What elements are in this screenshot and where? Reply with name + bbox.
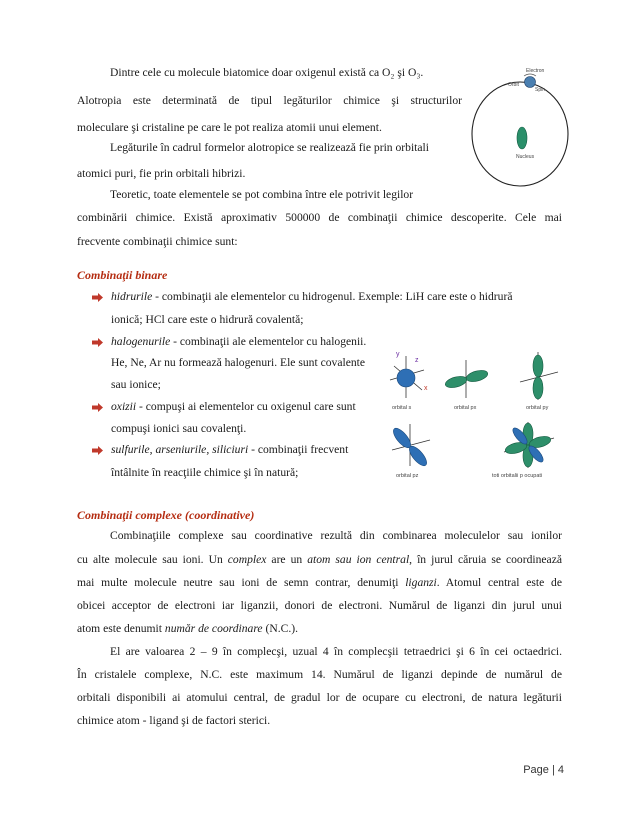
- complex-line-5: [77, 622, 298, 636]
- complex-l2-e: , în jurul căruia se coordinează: [409, 553, 562, 566]
- bullet-2-term: halogenurile: [111, 335, 171, 348]
- complex-l3-a: mai multe molecule neutre sau ioni de semn contrar, denumiţi: [77, 576, 406, 589]
- nucleus-shape: [517, 127, 527, 149]
- arrow-bullet-icon: [92, 446, 103, 455]
- bullet-3-term: oxizii: [111, 400, 137, 413]
- electron-label: Electron: [526, 68, 545, 74]
- arrow-bullet-icon: [92, 338, 103, 347]
- complex-l5-a: atom este denumit: [77, 622, 165, 635]
- complex-line-2: [77, 553, 562, 567]
- bullet-4-term: sulfurile, arseniurile, siliciuri: [111, 443, 249, 456]
- bullet-2-text: - combinaţii ale elementelor cu halogenii.: [170, 335, 367, 348]
- arrow-bullet-icon: [92, 293, 103, 302]
- complex-line-4: obicei acceptor de electroni iar liganzii, donori de electroni. Numărul de liganzi din jurul unui: [77, 599, 562, 612]
- bullet-1-term: hidrurile: [111, 290, 153, 303]
- paragraph-3-line-2: combinării chimice. Există aproximativ 500000 de combinaţii chimice descoperite. Cele mai: [77, 211, 562, 224]
- orbital-px-figure: [444, 360, 489, 411]
- complex-line-6: El are valoarea 2 – 9 în complecşi, uzual 4 în complecşii tetraedrici şi 6 în cei octaedrici.: [110, 645, 562, 658]
- bullet-1-text: - combinaţii ale elementelor cu hidrogenul. Exemple: LiH care este o hidrură: [152, 290, 513, 303]
- complex-term: complex: [227, 553, 267, 566]
- complex-line-8: orbitali disponibili ai atomului central, de gradul lor de ocupare cu electroni, de natura legăturii: [77, 691, 562, 704]
- complex-l5-c: (N.C.).: [262, 622, 299, 635]
- page-number: Page | 4: [523, 764, 564, 776]
- section-heading-complex: Combinaţii complexe (coordinative): [77, 508, 255, 522]
- complex-line-7: În cristalele complexe, N.C. este maximum 14. Numărul de liganzi depinde de numărul de: [77, 668, 562, 681]
- orbital-all-label: toti orbitalii p ocupati: [492, 473, 543, 479]
- spin-label: Spin: [535, 87, 546, 93]
- orbital-py-label: orbital py: [526, 405, 549, 411]
- paragraph-2-line-2: atomici puri, fie prin orbitali hibrizi.: [77, 167, 246, 180]
- nucleus-label: Nucleus: [516, 154, 535, 160]
- bullet-2-line-2: He, Ne, Ar nu formează halogenuri. Ele sunt covalente: [111, 356, 365, 369]
- orbit-label: Orbit: [508, 82, 519, 88]
- bullet-1-line-2: ionică; HCl care este o hidrură covalentă;: [111, 313, 304, 326]
- complex-l2-c: are un: [266, 553, 308, 566]
- bullet-3-line-1: [111, 400, 356, 414]
- section-heading-binary: Combinaţii binare: [77, 268, 168, 282]
- complex-l3-c: . Atomul central este de: [436, 576, 562, 589]
- bullet-4-text: - combinaţii frecvent: [248, 443, 349, 456]
- bullet-4-line-2: întâlnite în reacţiile chimice şi în natură;: [111, 466, 299, 479]
- bullet-1-line-1: [111, 290, 561, 304]
- complex-l2-a: cu alte molecule sau ioni. Un: [77, 553, 228, 566]
- axis-y-label: y: [396, 351, 400, 358]
- paragraph-1-line-1: Dintre cele cu molecule biatomice doar oxigenul există ca O₂ şi O₃.: [110, 66, 424, 79]
- bullet-3-text: - compuşi ai elementelor cu oxigenul care sunt: [136, 400, 356, 413]
- electron-dot: [525, 77, 536, 88]
- bullet-3-line-2: compuşi ionici sau covalenţi.: [111, 422, 247, 435]
- orbital-s-figure: [390, 351, 428, 411]
- orbital-px-label: orbital px: [454, 405, 477, 411]
- orbital-pz-label: orbital pz: [396, 473, 419, 479]
- orbital-all-p-figure: [492, 422, 554, 479]
- ligands-term: liganzi: [405, 576, 437, 589]
- complex-line-1: Combinaţiile complexe sau coordinative rezultă din combinarea moleculelor sau ionilor: [110, 529, 562, 542]
- bullet-2-line-3: sau ionice;: [111, 378, 161, 391]
- axis-z-label: z: [415, 357, 419, 364]
- atom-diagram: [468, 66, 580, 188]
- bullet-4-line-1: [111, 443, 348, 457]
- axis-x-label: x: [424, 385, 428, 392]
- paragraph-3-line-1: Teoretic, toate elementele se pot combina între ele potrivit legilor: [110, 188, 414, 201]
- paragraph-1-line-2: Alotropia este determinată de tipul legăturilor chimice şi structurilor: [77, 94, 462, 107]
- orbital-s-label: orbital s: [392, 405, 412, 411]
- paragraph-1-line-3: moleculare şi cristaline pe care le pot realiza atomii unui element.: [77, 121, 382, 134]
- paragraph-3-line-3: frecvente combinaţii chimice sunt:: [77, 235, 238, 248]
- paragraph-2-line-1: Legăturile în cadrul formelor alotropice se realizează fie prin orbitali: [110, 141, 429, 154]
- orbitals-diagram: [388, 346, 564, 482]
- bullet-2-line-1: [111, 335, 366, 349]
- orbital-pz-figure: [390, 424, 430, 479]
- orbital-py-figure: [520, 352, 558, 411]
- coordination-number-term: număr de coordinare: [164, 622, 263, 635]
- spin-arrow: [524, 74, 536, 76]
- complex-line-9: chimice atom - ligand şi de factori sterici.: [77, 714, 271, 727]
- central-atom-term: atom sau ion central: [307, 553, 410, 566]
- complex-line-3: [77, 576, 562, 590]
- arrow-bullet-icon: [92, 403, 103, 412]
